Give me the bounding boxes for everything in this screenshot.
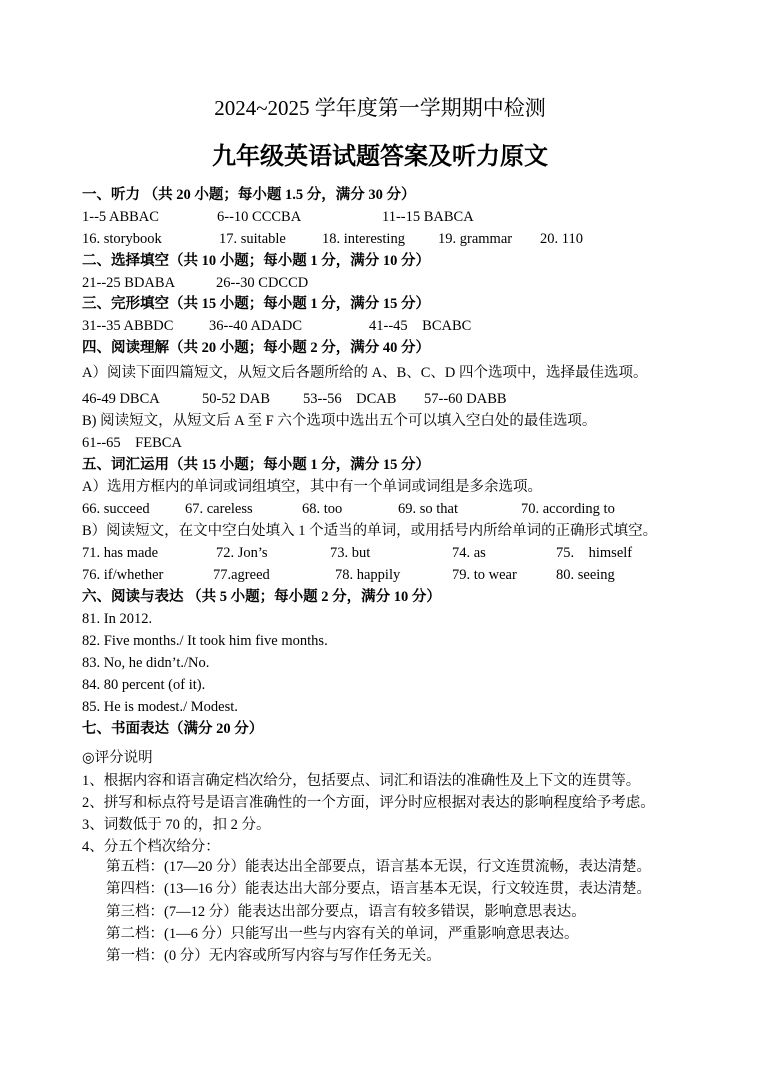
answer-line: 85. He is modest./ Modest. — [82, 699, 238, 715]
section-2-heading: 二、选择填空（共 10 小题；每小题 1 分，满分 10 分） — [82, 253, 430, 269]
scoring-rule: 3、词数低于 70 的，扣 2 分。 — [82, 817, 271, 833]
answer-cell: 31--35 ABBDC — [82, 318, 174, 334]
answer-cell: 67. careless — [185, 501, 253, 517]
section-5-row-b2 — [82, 566, 702, 584]
answer-cell: 75. himself — [556, 545, 633, 561]
answer-cell: 74. as — [452, 545, 486, 561]
answer-cell: 17. suitable — [219, 231, 286, 247]
scoring-notes-title: ◎评分说明 — [82, 750, 153, 766]
answer-cell: 50-52 DAB — [202, 391, 271, 407]
section-1-row-1 — [82, 208, 682, 226]
grade-level: 第一档：(0 分）无内容或所写内容与写作任务无关。 — [106, 948, 441, 964]
grade-level: 第二档：(1—6 分）只能写出一些与内容有关的单词，严重影响意思表达。 — [106, 926, 579, 942]
answer-cell: 18. interesting — [322, 231, 405, 247]
section-4-heading: 四、阅读理解（共 20 小题；每小题 2 分，满分 40 分） — [82, 340, 430, 356]
section-5-row-b1 — [82, 544, 702, 562]
answer-cell: 78. happily — [335, 567, 401, 583]
answer-cell: 53--56 DCAB — [303, 391, 397, 407]
answer-cell: 79. to wear — [452, 567, 517, 583]
answer-cell: 76. if/whether — [82, 567, 164, 583]
scoring-rule: 2、拼写和标点符号是语言准确性的一个方面，评分时应根据对表达的影响程度给予考虑。 — [82, 795, 655, 811]
answer-line: 83. No, he didn’t./No. — [82, 655, 210, 671]
section-5-heading: 五、词汇运用（共 15 小题；每小题 1 分，满分 15 分） — [82, 457, 430, 473]
answer-cell: 57--60 DABB — [424, 391, 507, 407]
grade-level: 第五档：(17—20 分）能表达出全部要点，语言基本无误，行文连贯流畅，表达清楚。 — [106, 859, 651, 875]
answer-cell: 21--25 BDABA — [82, 275, 176, 291]
section-1-row-2 — [82, 230, 682, 248]
section-5-instruction-a: A）选用方框内的单词或词组填空，其中有一个单词或词组是多余选项。 — [82, 479, 542, 495]
section-7-heading: 七、书面表达（满分 20 分） — [82, 721, 264, 737]
answer-line: 82. Five months./ It took him five months. — [82, 633, 328, 649]
answer-cell: 80. seeing — [556, 567, 615, 583]
section-3-row-1 — [82, 317, 682, 335]
grade-level: 第三档：(7—12 分）能表达出部分要点，语言有较多错误，影响意思表达。 — [106, 904, 586, 920]
section-3-heading: 三、完形填空（共 15 小题；每小题 1 分，满分 15 分） — [82, 296, 430, 312]
answer-line: 81. In 2012. — [82, 611, 153, 627]
section-4-instruction-a: A）阅读下面四篇短文，从短文后各题所给的 A、B、C、D 四个选项中，选择最佳选项。 — [82, 365, 648, 381]
answer-cell: 16. storybook — [82, 231, 162, 247]
answer-cell: 70. according to — [521, 501, 615, 517]
section-4-row-b: 61--65 FEBCA — [82, 435, 182, 451]
answer-cell: 46-49 DBCA — [82, 391, 160, 407]
answer-cell: 71. has made — [82, 545, 159, 561]
section-4-row-a — [82, 390, 682, 408]
answer-cell: 26--30 CDCCD — [216, 275, 309, 291]
answer-cell: 72. Jon’s — [216, 545, 268, 561]
scoring-rule: 4、分五个档次给分： — [82, 839, 220, 855]
section-1-heading: 一、听力 （共 20 小题；每小题 1.5 分，满分 30 分） — [82, 187, 416, 203]
answer-line: 84. 80 percent (of it). — [82, 677, 206, 693]
answer-cell: 73. but — [330, 545, 371, 561]
document-subtitle: 九年级英语试题答案及听力原文 — [212, 144, 548, 170]
answer-cell: 19. grammar — [438, 231, 513, 247]
section-6-heading: 六、阅读与表达 （共 5 小题；每小题 2 分，满分 10 分） — [82, 589, 441, 605]
scoring-rule: 1、根据内容和语言确定档次给分，包括要点、词汇和语法的准确性及上下文的连贯等。 — [82, 773, 641, 789]
answer-cell: 66. succeed — [82, 501, 150, 517]
section-5-row-a — [82, 500, 702, 518]
answer-cell: 11--15 BABCA — [382, 209, 474, 225]
answer-cell: 20. 110 — [540, 231, 583, 247]
section-5-instruction-b: B）阅读短文，在文中空白处填入 1 个适当的单词，或用括号内所给单词的正确形式填空。 — [82, 523, 658, 539]
grade-level: 第四档：(13—16 分）能表达出大部分要点，语言基本无误，行文较连贯，表达清楚。 — [106, 881, 651, 897]
answer-cell: 36--40 ADADC — [209, 318, 303, 334]
answer-cell: 68. too — [302, 501, 343, 517]
exam-title: 2024~2025 学年度第一学期期中检测 — [214, 96, 546, 120]
section-4-instruction-b: B) 阅读短文，从短文后 A 至 F 六个选项中选出五个可以填入空白处的最佳选项。 — [82, 413, 597, 429]
answer-cell: 41--45 BCABC — [369, 318, 472, 334]
answer-cell: 6--10 CCCBA — [217, 209, 302, 225]
section-2-row-1 — [82, 274, 682, 292]
answer-cell: 1--5 ABBAC — [82, 209, 159, 225]
answer-cell: 77.agreed — [213, 567, 270, 583]
answer-cell: 69. so that — [398, 501, 459, 517]
